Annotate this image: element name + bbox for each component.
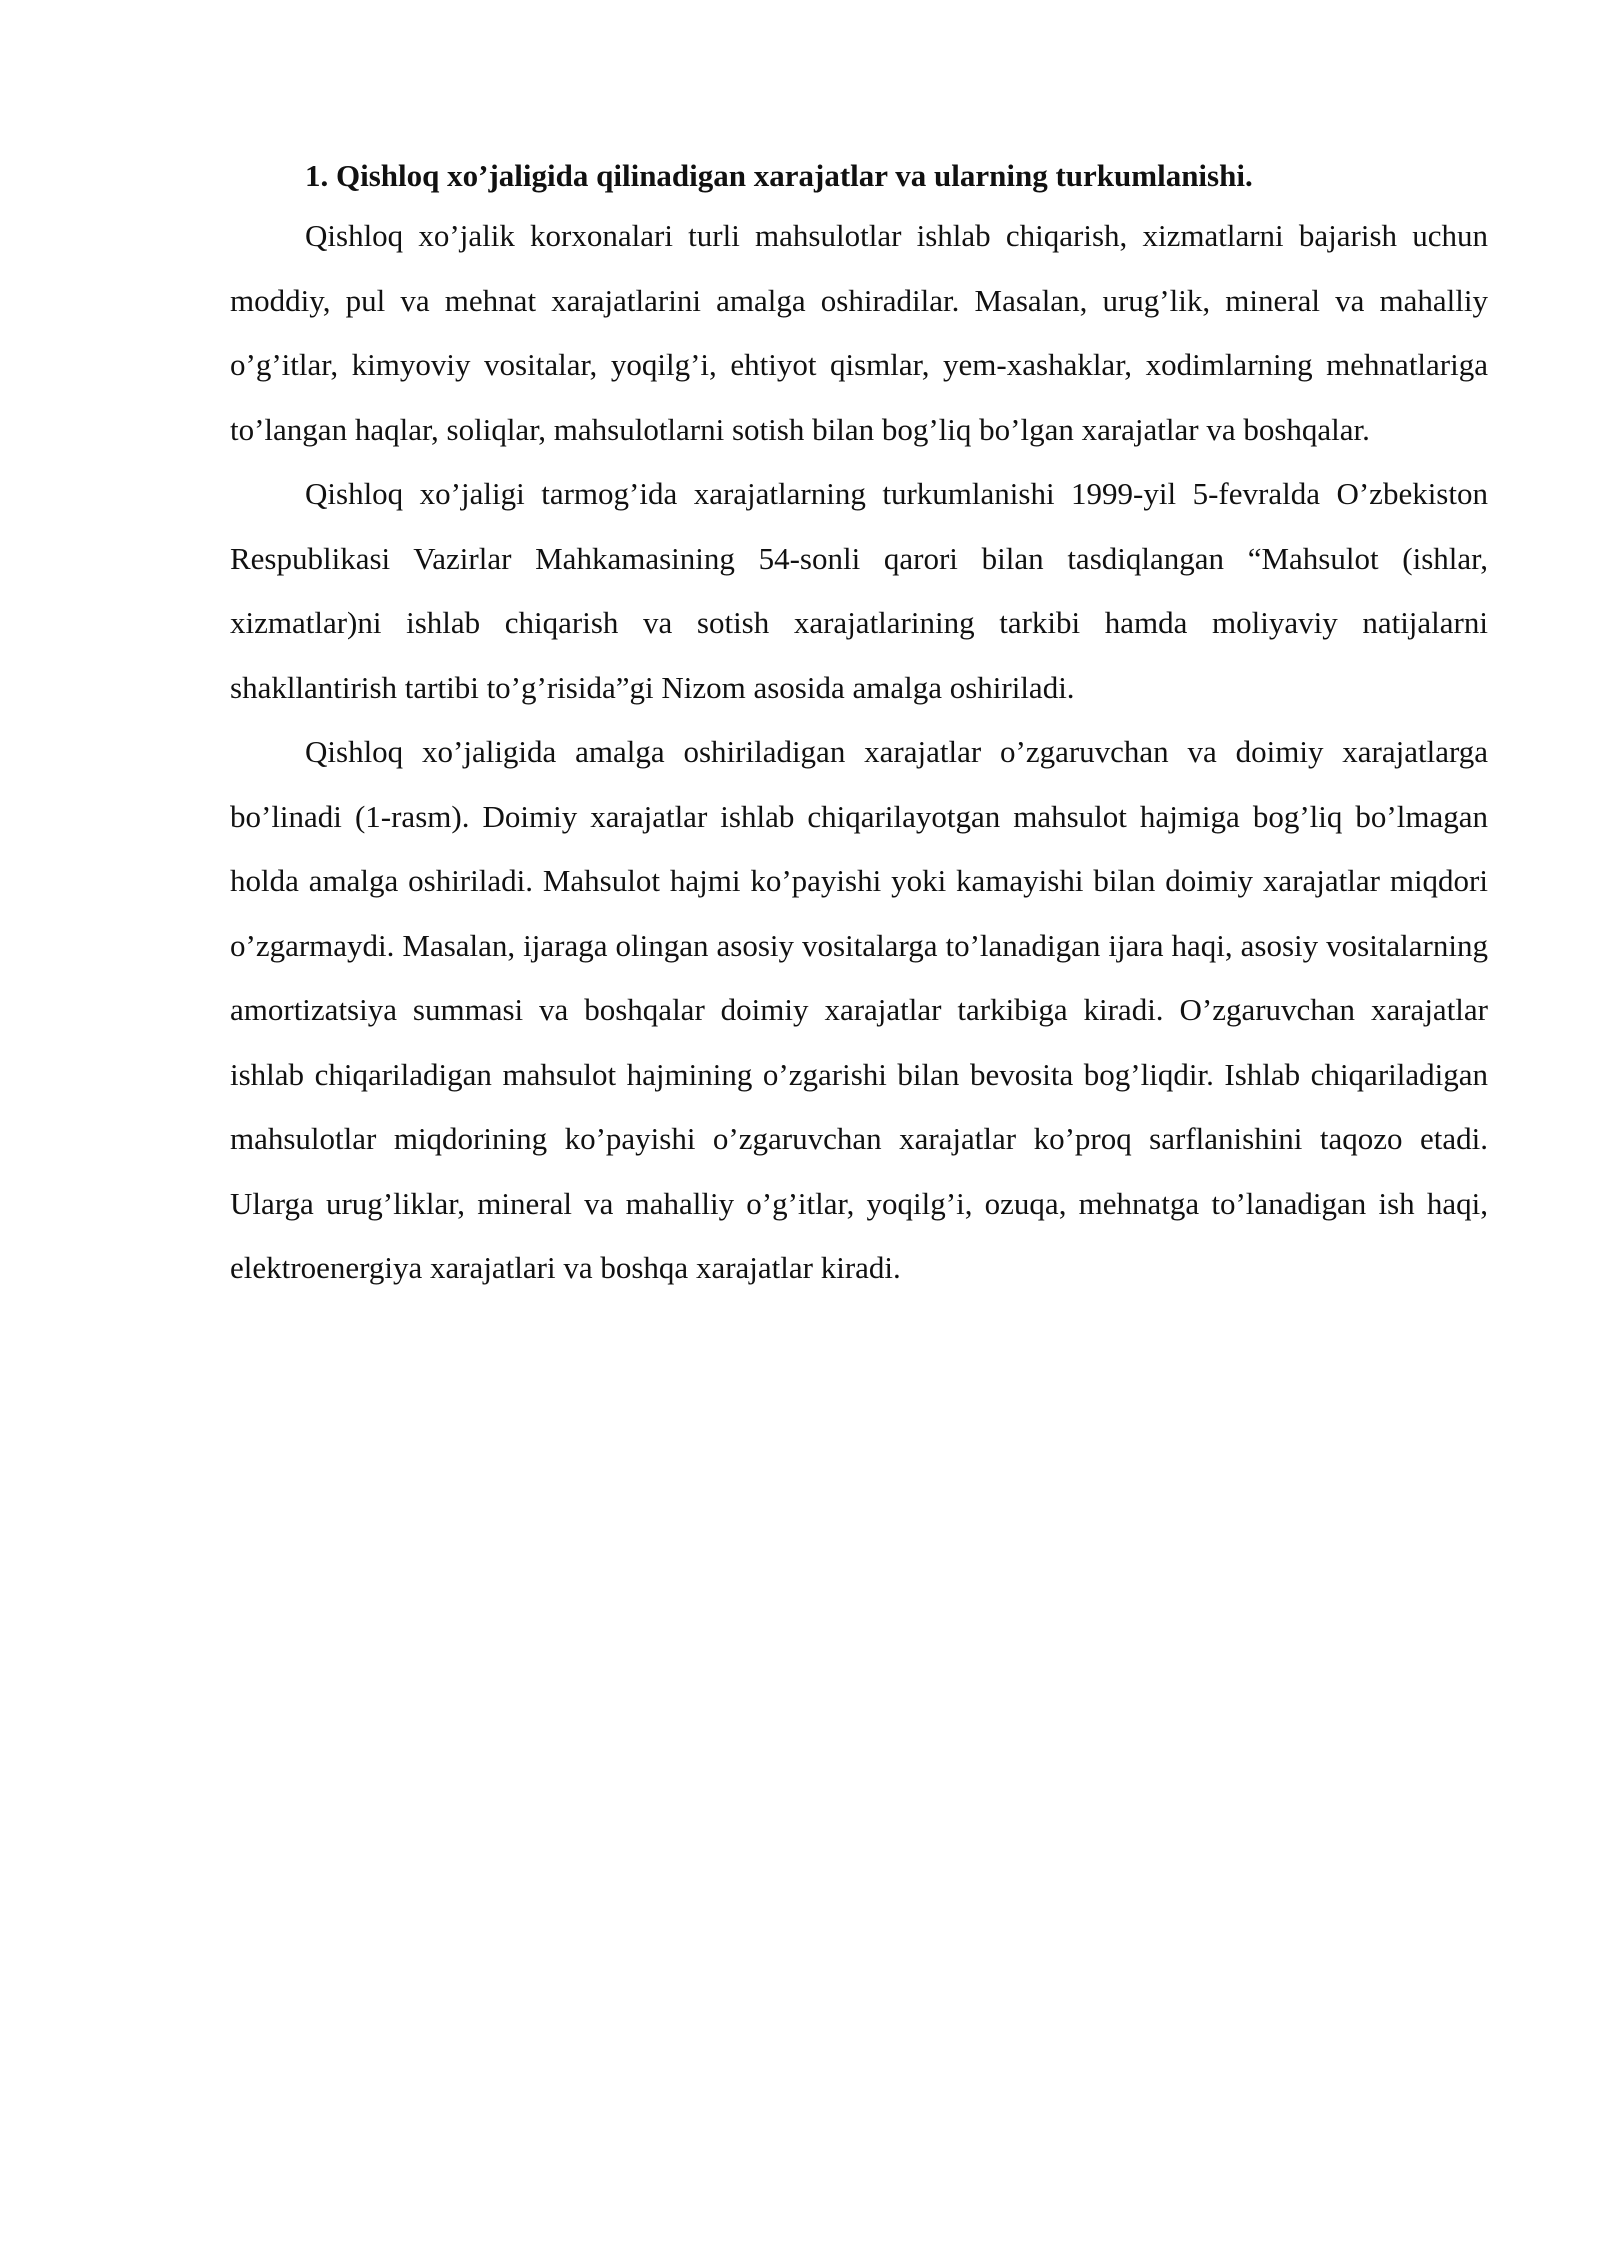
document-body	[230, 148, 1488, 1301]
paragraph-1: Qishloq xo’jalik korxonalari turli mahsulotlar ishlab chiqarish, xizmatlarni bajarish uchun moddiy, pul va mehnat xarajatlarini amalga oshiradilar. Masalan, urug’lik, mineral va mahalliy o’g’itlar, kimyoviy vositalar, yoqilg’i, ehtiyot qismlar, yem-xashaklar, xodimlarning mehnatlariga to’langan haqlar, soliqlar, mahsulotlarni sotish bilan bog’liq bo’lgan xarajatlar va boshqalar.	[230, 218, 1488, 447]
paragraph-2: Qishloq xo’jaligi tarmog’ida xarajatlarning turkumlanishi 1999-yil 5-fevralda O’zbekiston Respublikasi Vazirlar Mahkamasining 54-sonli qarori bilan tasdiqlangan “Mahsulot (ishlar, xizmatlar)ni ishlab chiqarish va sotish xarajatlarining tarkibi hamda moliyaviy natijalarni shakllantirish tartibi to’g’risida”gi Nizom asosida amalga oshiriladi.	[230, 476, 1488, 705]
paragraph-3: Qishloq xo’jaligida amalga oshiriladigan xarajatlar o’zgaruvchan va doimiy xarajatlarga bo’linadi (1-rasm). Doimiy xarajatlar ishlab chiqarilayotgan mahsulot hajmiga bog’liq bo’lmagan holda amalga oshiriladi. Mahsulot hajmi ko’payishi yoki kamayishi bilan doimiy xarajatlar miqdori o’zgarmaydi. Masalan, ijaraga olingan asosiy vositalarga to’lanadigan ijara haqi, asosiy vositalarning amortizatsiya summasi va boshqalar doimiy xarajatlar tarkibiga kiradi. O’zgaruvchan xarajatlar ishlab chiqariladigan mahsulot hajmining o’zgarishi bilan bevosita bog’liqdir. Ishlab chiqariladigan mahsulotlar miqdorining ko’payishi o’zgaruvchan xarajatlar ko’proq sarflanishini taqozo etadi. Ularga urug’liklar, mineral va mahalliy o’g’itlar, yoqilg’i, ozuqa, mehnatga to’lanadigan ish haqi, elektroenergiya xarajatlari va boshqa xarajatlar kiradi.	[230, 734, 1488, 1285]
section-heading: 1. Qishloq xo’jaligida qilinadigan xarajatlar va ularning turkumlanishi.	[305, 158, 1253, 193]
